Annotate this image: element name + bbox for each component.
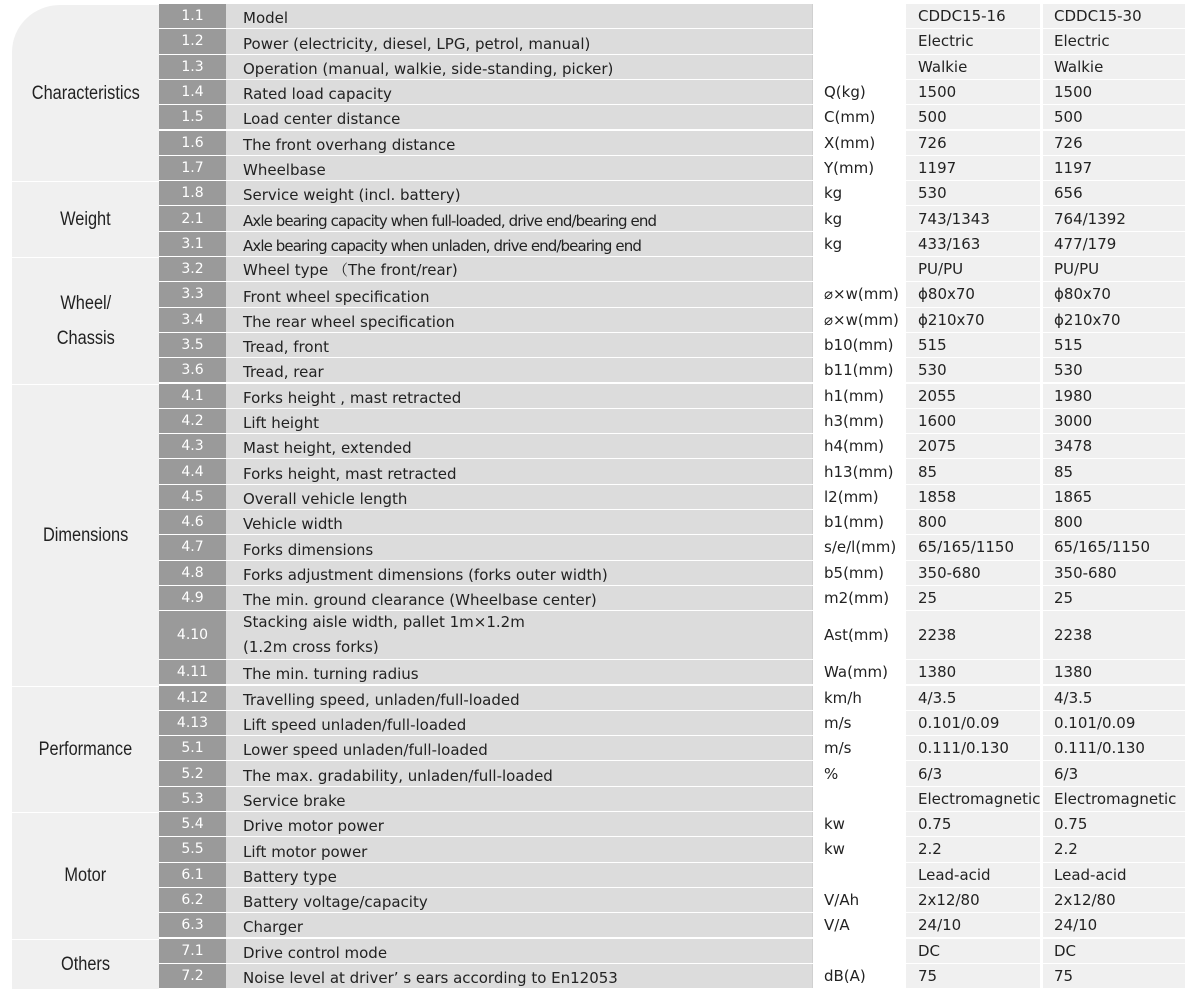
row-description	[226, 358, 812, 382]
value-cddc15-16: 515	[906, 333, 1040, 357]
row-number: 7.2	[159, 964, 226, 988]
row-description	[226, 181, 812, 205]
value-cddc15-16: CDDC15-16	[906, 4, 1040, 28]
row-description-line: Service brake	[243, 791, 346, 810]
value-cddc15-16: 800	[906, 510, 1040, 534]
table-row	[159, 812, 1185, 837]
row-description	[226, 837, 812, 861]
row-description-line: Power (electricity, diesel, LPG, petrol, manual)	[243, 34, 591, 53]
group-label	[12, 939, 159, 990]
value-cddc15-16: PU/PU	[906, 257, 1040, 281]
value-cddc15-30: 24/10	[1043, 913, 1185, 937]
row-description	[226, 80, 812, 104]
value-cddc15-30: 350-680	[1043, 561, 1185, 585]
row-number: 5.1	[159, 736, 226, 760]
row-description-line: Noise level at driver’ s ears according to En12053	[243, 969, 618, 988]
row-unit: l2(mm)	[812, 485, 906, 509]
table-row	[159, 611, 1185, 660]
value-cddc15-16: Lead-acid	[906, 863, 1040, 887]
row-number: 5.2	[159, 761, 226, 785]
value-cddc15-30: 500	[1043, 105, 1185, 129]
row-unit: m2(mm)	[812, 586, 906, 610]
row-unit: km/h	[812, 686, 906, 710]
table-row	[159, 686, 1185, 711]
row-description	[226, 787, 812, 811]
row-unit	[812, 55, 906, 79]
row-description-line: Model	[243, 9, 289, 28]
table-row	[159, 711, 1185, 736]
row-description-line: Charger	[243, 918, 303, 937]
row-unit	[812, 4, 906, 28]
row-number: 7.1	[159, 939, 226, 963]
row-description-line: Axle bearing capacity when unladen, drive end/bearing end	[243, 236, 641, 255]
row-number: 1.5	[159, 105, 226, 129]
row-unit: b10(mm)	[812, 333, 906, 357]
row-unit: m/s	[812, 711, 906, 735]
table-row	[159, 232, 1185, 257]
row-description-line: Overall vehicle length	[243, 489, 408, 508]
row-unit	[812, 29, 906, 53]
row-unit: h3(mm)	[812, 409, 906, 433]
row-number: 4.3	[159, 434, 226, 458]
row-description	[226, 510, 812, 534]
value-cddc15-30: Electric	[1043, 29, 1185, 53]
row-description-line: The rear wheel specification	[243, 312, 455, 331]
row-number: 4.1	[159, 384, 226, 408]
row-unit	[812, 787, 906, 811]
group-label-text: Others	[60, 953, 111, 975]
value-cddc15-16: 2x12/80	[906, 888, 1040, 912]
value-cddc15-16: Electromagnetic	[906, 787, 1040, 811]
row-description-line: Drive control mode	[243, 943, 388, 962]
row-number: 4.6	[159, 510, 226, 534]
value-cddc15-16: 2055	[906, 384, 1040, 408]
table-row	[159, 131, 1185, 156]
row-description-line: Wheel type （The front/rear)	[243, 261, 458, 280]
value-cddc15-16: 743/1343	[906, 206, 1040, 230]
value-cddc15-30: 530	[1043, 358, 1185, 382]
value-cddc15-30: 2x12/80	[1043, 888, 1185, 912]
row-description	[226, 863, 812, 887]
value-cddc15-16: 1600	[906, 409, 1040, 433]
row-description	[226, 812, 812, 836]
value-cddc15-30: 65/165/1150	[1043, 535, 1185, 559]
row-unit: Ast(mm)	[812, 611, 906, 659]
row-unit: kg	[812, 206, 906, 230]
row-description-line: Forks dimensions	[243, 540, 374, 559]
row-description-line: Mast height, extended	[243, 439, 412, 458]
table-row	[159, 761, 1185, 786]
value-cddc15-30: ϕ210x70	[1043, 308, 1185, 332]
value-cddc15-16: 350-680	[906, 561, 1040, 585]
value-cddc15-16: 6/3	[906, 761, 1040, 785]
value-cddc15-30: 75	[1043, 964, 1185, 988]
table-row	[159, 561, 1185, 586]
table-row	[159, 29, 1185, 54]
value-cddc15-16: 4/3.5	[906, 686, 1040, 710]
row-description-line: Stacking aisle width, pallet 1m×1.2m	[243, 613, 525, 632]
table-row	[159, 913, 1185, 938]
value-cddc15-30: 1500	[1043, 80, 1185, 104]
row-number: 4.8	[159, 561, 226, 585]
row-description	[226, 55, 812, 79]
row-description	[226, 384, 812, 408]
group-label	[12, 384, 159, 686]
value-cddc15-30: 656	[1043, 181, 1185, 205]
row-unit: X(mm)	[812, 131, 906, 155]
row-description	[226, 888, 812, 912]
row-description	[226, 913, 812, 937]
row-unit: h1(mm)	[812, 384, 906, 408]
value-cddc15-16: 1500	[906, 80, 1040, 104]
value-cddc15-16: DC	[906, 939, 1040, 963]
row-unit	[812, 939, 906, 963]
row-description	[226, 586, 812, 610]
row-number: 2.1	[159, 206, 226, 230]
row-number: 5.5	[159, 837, 226, 861]
row-description-line: Service weight (incl. battery)	[243, 186, 461, 205]
row-description	[226, 409, 812, 433]
row-unit: h13(mm)	[812, 459, 906, 483]
row-description	[226, 333, 812, 357]
row-unit: Q(kg)	[812, 80, 906, 104]
value-cddc15-30: 515	[1043, 333, 1185, 357]
row-number: 1.6	[159, 131, 226, 155]
row-description	[226, 257, 812, 281]
row-description	[226, 660, 812, 684]
value-cddc15-30: Electromagnetic	[1043, 787, 1185, 811]
row-number: 4.7	[159, 535, 226, 559]
row-number: 3.2	[159, 257, 226, 281]
row-unit: b5(mm)	[812, 561, 906, 585]
group-label	[12, 686, 159, 813]
row-description-line-2: (1.2m cross forks)	[243, 638, 379, 657]
value-cddc15-16: 0.111/0.130	[906, 736, 1040, 760]
value-cddc15-16: 1858	[906, 485, 1040, 509]
table-row	[159, 358, 1185, 383]
row-description-line: Lower speed unladen/full-loaded	[243, 741, 488, 760]
row-unit: ⌀×w(mm)	[812, 282, 906, 306]
value-cddc15-30: 85	[1043, 459, 1185, 483]
table-row	[159, 485, 1185, 510]
row-number: 3.1	[159, 232, 226, 256]
value-cddc15-16: 2238	[906, 611, 1040, 659]
value-cddc15-30: ϕ80x70	[1043, 282, 1185, 306]
row-description-line: Lift speed unladen/full-loaded	[243, 716, 467, 735]
row-unit	[812, 863, 906, 887]
table-row	[159, 80, 1185, 105]
row-unit: ⌀×w(mm)	[812, 308, 906, 332]
value-cddc15-16: 530	[906, 358, 1040, 382]
value-cddc15-16: 530	[906, 181, 1040, 205]
value-cddc15-16: 2.2	[906, 837, 1040, 861]
row-description	[226, 232, 812, 256]
row-description	[226, 434, 812, 458]
row-description-line: Travelling speed, unladen/full-loaded	[243, 690, 520, 709]
value-cddc15-30: 25	[1043, 586, 1185, 610]
group-label-text: Weight	[60, 209, 111, 231]
row-unit: b11(mm)	[812, 358, 906, 382]
value-cddc15-30: DC	[1043, 939, 1185, 963]
row-description	[226, 459, 812, 483]
value-cddc15-16: 726	[906, 131, 1040, 155]
value-cddc15-16: 24/10	[906, 913, 1040, 937]
row-number: 4.5	[159, 485, 226, 509]
group-label-text: Performance	[38, 738, 133, 760]
row-description-line: Wheelbase	[243, 161, 326, 180]
table-row	[159, 156, 1185, 181]
value-cddc15-30: Walkie	[1043, 55, 1185, 79]
row-description	[226, 535, 812, 559]
row-unit: %	[812, 761, 906, 785]
row-number: 4.12	[159, 686, 226, 710]
table-row	[159, 384, 1185, 409]
value-cddc15-16: 1380	[906, 660, 1040, 684]
row-description	[226, 4, 812, 28]
value-cddc15-30: Lead-acid	[1043, 863, 1185, 887]
row-unit: V/Ah	[812, 888, 906, 912]
row-description	[226, 29, 812, 53]
group-label	[12, 257, 159, 384]
group-label	[12, 181, 159, 257]
value-cddc15-30: 3478	[1043, 434, 1185, 458]
row-description-line: Lift height	[243, 414, 320, 433]
value-cddc15-30: 1380	[1043, 660, 1185, 684]
value-cddc15-16: 500	[906, 105, 1040, 129]
value-cddc15-16: 75	[906, 964, 1040, 988]
value-cddc15-30: 0.111/0.130	[1043, 736, 1185, 760]
table-row	[159, 787, 1185, 812]
row-description	[226, 282, 812, 306]
row-unit: Wa(mm)	[812, 660, 906, 684]
row-unit: Y(mm)	[812, 156, 906, 180]
row-description	[226, 761, 812, 785]
row-unit	[812, 257, 906, 281]
table-row	[159, 535, 1185, 560]
table-row	[159, 4, 1185, 29]
row-description-line: Battery voltage/capacity	[243, 893, 428, 912]
row-description	[226, 711, 812, 735]
table-row	[159, 736, 1185, 761]
row-description-line: Operation (manual, walkie, side-standing, picker)	[243, 59, 614, 78]
table-row	[159, 257, 1185, 282]
row-description	[226, 561, 812, 585]
row-description-line: The min. turning radius	[243, 665, 419, 684]
row-description	[226, 939, 812, 963]
row-number: 6.2	[159, 888, 226, 912]
table-row	[159, 434, 1185, 459]
row-description	[226, 736, 812, 760]
value-cddc15-16: ϕ80x70	[906, 282, 1040, 306]
table-row	[159, 510, 1185, 535]
row-description	[226, 686, 812, 710]
table-row	[159, 105, 1185, 130]
group-label-text: Characteristics	[31, 82, 140, 104]
value-cddc15-16: 85	[906, 459, 1040, 483]
row-number: 5.4	[159, 812, 226, 836]
value-cddc15-30: PU/PU	[1043, 257, 1185, 281]
value-cddc15-16: 2075	[906, 434, 1040, 458]
row-number: 5.3	[159, 787, 226, 811]
value-cddc15-16: 0.75	[906, 812, 1040, 836]
row-unit: s/e/l(mm)	[812, 535, 906, 559]
value-cddc15-16: 25	[906, 586, 1040, 610]
row-number: 4.2	[159, 409, 226, 433]
value-cddc15-30: 477/179	[1043, 232, 1185, 256]
value-cddc15-16: 1197	[906, 156, 1040, 180]
row-description-line: The min. ground clearance (Wheelbase center)	[243, 591, 597, 610]
row-number: 3.4	[159, 308, 226, 332]
row-description-line: Forks adjustment dimensions (forks outer width)	[243, 565, 608, 584]
value-cddc15-30: 4/3.5	[1043, 686, 1185, 710]
value-cddc15-30: 1980	[1043, 384, 1185, 408]
row-description	[226, 156, 812, 180]
row-number: 3.6	[159, 358, 226, 382]
row-description-line: Battery type	[243, 867, 337, 886]
value-cddc15-30: 0.101/0.09	[1043, 711, 1185, 735]
row-description-line: Forks height, mast retracted	[243, 464, 457, 483]
value-cddc15-30: 1197	[1043, 156, 1185, 180]
row-unit: m/s	[812, 736, 906, 760]
row-description	[226, 611, 812, 659]
value-cddc15-16: 0.101/0.09	[906, 711, 1040, 735]
row-description-line: Vehicle width	[243, 515, 343, 534]
value-cddc15-30: 3000	[1043, 409, 1185, 433]
row-number: 4.10	[159, 611, 226, 659]
value-cddc15-30: 2.2	[1043, 837, 1185, 861]
row-description-line: Rated load capacity	[243, 85, 392, 104]
row-unit: kg	[812, 232, 906, 256]
row-number: 1.1	[159, 4, 226, 28]
value-cddc15-30: 726	[1043, 131, 1185, 155]
group-label	[12, 4, 159, 181]
value-cddc15-30: 764/1392	[1043, 206, 1185, 230]
value-cddc15-30: 800	[1043, 510, 1185, 534]
row-number: 1.3	[159, 55, 226, 79]
row-description	[226, 964, 812, 988]
row-description	[226, 308, 812, 332]
row-unit: V/A	[812, 913, 906, 937]
row-number: 1.8	[159, 181, 226, 205]
row-unit: b1(mm)	[812, 510, 906, 534]
table-row	[159, 206, 1185, 231]
table-row	[159, 333, 1185, 358]
row-unit: kw	[812, 812, 906, 836]
row-number: 6.3	[159, 913, 226, 937]
row-description-line: Drive motor power	[243, 817, 384, 836]
row-description-line: Lift motor power	[243, 842, 368, 861]
row-unit: C(mm)	[812, 105, 906, 129]
value-cddc15-16: Walkie	[906, 55, 1040, 79]
table-row	[159, 939, 1185, 964]
row-unit: kw	[812, 837, 906, 861]
row-number: 3.5	[159, 333, 226, 357]
group-label-text: Dimensions	[42, 524, 129, 546]
row-description-line: The front overhang distance	[243, 135, 456, 154]
row-number: 3.3	[159, 282, 226, 306]
value-cddc15-30: 6/3	[1043, 761, 1185, 785]
value-cddc15-16: Electric	[906, 29, 1040, 53]
table-row	[159, 308, 1185, 333]
row-number: 4.9	[159, 586, 226, 610]
value-cddc15-16: ϕ210x70	[906, 308, 1040, 332]
value-cddc15-16: 433/163	[906, 232, 1040, 256]
row-number: 1.2	[159, 29, 226, 53]
row-description-line: The max. gradability, unladen/full-loaded	[243, 766, 553, 785]
table-row	[159, 863, 1185, 888]
table-row	[159, 459, 1185, 484]
table-row	[159, 660, 1185, 685]
row-number: 4.13	[159, 711, 226, 735]
row-description-line: Front wheel specification	[243, 287, 430, 306]
table-row	[159, 181, 1185, 206]
row-number: 4.11	[159, 660, 226, 684]
value-cddc15-30: 1865	[1043, 485, 1185, 509]
table-row	[159, 282, 1185, 307]
value-cddc15-30: CDDC15-30	[1043, 4, 1185, 28]
row-unit: h4(mm)	[812, 434, 906, 458]
row-number: 6.1	[159, 863, 226, 887]
value-cddc15-30: 0.75	[1043, 812, 1185, 836]
row-description-line: Tread, front	[243, 338, 329, 357]
value-cddc15-16: 65/165/1150	[906, 535, 1040, 559]
row-unit: kg	[812, 181, 906, 205]
row-number: 1.4	[159, 80, 226, 104]
table-row	[159, 586, 1185, 611]
row-description-line: Tread, rear	[243, 363, 324, 382]
table-row	[159, 888, 1185, 913]
table-row	[159, 409, 1185, 434]
row-description-line: Axle bearing capacity when full-loaded, drive end/bearing end	[243, 211, 657, 230]
group-label-text: Motor	[64, 865, 107, 887]
table-row	[159, 55, 1185, 80]
row-number: 4.4	[159, 459, 226, 483]
row-description-line: Forks height , mast retracted	[243, 388, 462, 407]
row-description	[226, 105, 812, 129]
group-label	[12, 812, 159, 939]
row-description	[226, 131, 812, 155]
value-cddc15-30: 2238	[1043, 611, 1185, 659]
group-label-text: Wheel/ Chassis	[56, 292, 115, 349]
row-description-line: Load center distance	[243, 110, 401, 129]
table-row	[159, 837, 1185, 862]
row-unit: dB(A)	[812, 964, 906, 988]
row-description	[226, 485, 812, 509]
row-number: 1.7	[159, 156, 226, 180]
row-description	[226, 206, 812, 230]
table-row	[159, 964, 1185, 989]
